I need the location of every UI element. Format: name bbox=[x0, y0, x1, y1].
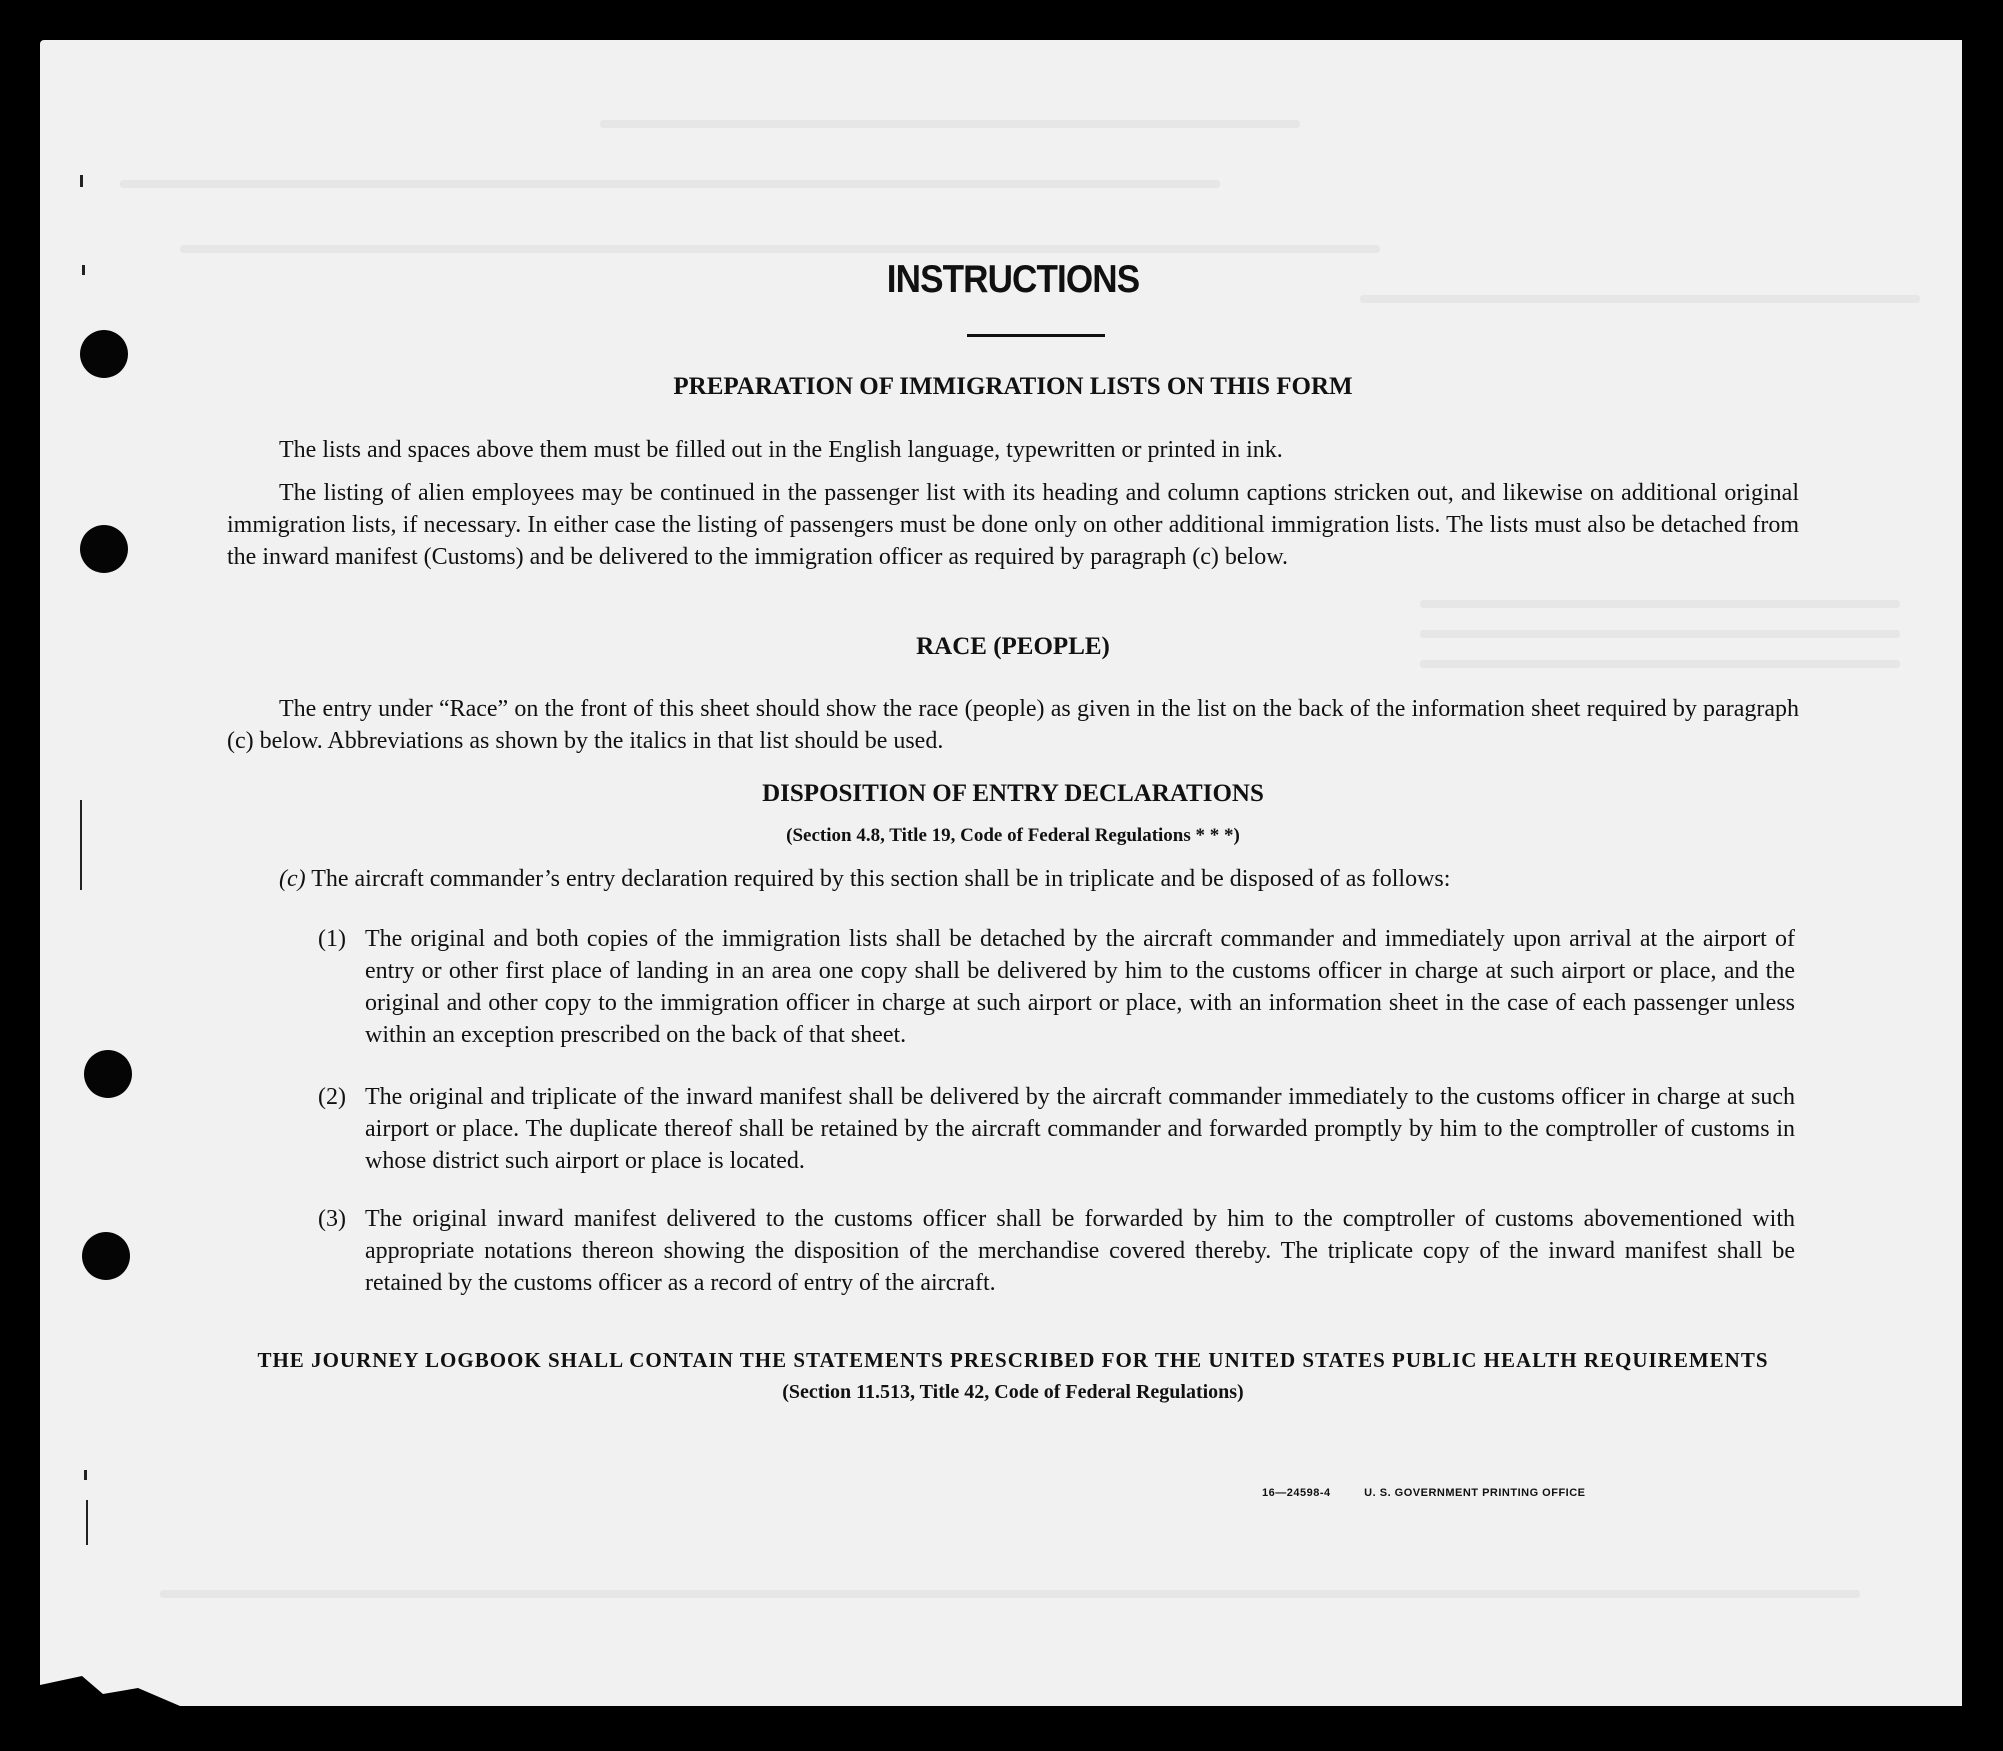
item-text: The original inward manifest delivered to the customs officer shall be forwarded by him to the comptroller of customs abovementioned with appropriate notations thereon showing the disposition of the merchandise covered thereby. The triplicate copy of the inward manifest shall be retained by the customs officer as a record of entry of the aircraft. bbox=[365, 1206, 1795, 1296]
bleed-through-mark bbox=[160, 1590, 1860, 1598]
item-number: (3) bbox=[318, 1206, 346, 1232]
edge-mark bbox=[80, 175, 83, 187]
paragraph-label: (c) bbox=[279, 866, 306, 892]
punch-hole bbox=[80, 330, 128, 378]
race-paragraph: The entry under “Race” on the front of this sheet should show the race (people) as given in the list on the back of the information sheet required by paragraph (c) below. Abbreviations as shown by the italics in that list should be used. bbox=[227, 696, 1799, 754]
disposition-intro bbox=[227, 863, 1799, 895]
disposition-reference: (Section 4.8, Title 19, Code of Federal Regulations * * *) bbox=[786, 825, 1240, 846]
preparation-paragraph-1: The lists and spaces above them must be filled out in the English language, typewritten or printed in ink. bbox=[279, 437, 1283, 463]
health-requirements-reference: (Section 11.513, Title 42, Code of Federal Regulations) bbox=[782, 1381, 1244, 1403]
disposition-item-3 bbox=[318, 1203, 1795, 1299]
disposition-heading: DISPOSITION OF ENTRY DECLARATIONS bbox=[762, 780, 1264, 807]
punch-hole bbox=[84, 1050, 132, 1098]
edge-mark bbox=[80, 800, 82, 890]
bleed-through-mark bbox=[120, 180, 1220, 188]
item-text: The original and triplicate of the inward manifest shall be delivered by the aircraft commander immediately to the customs officer in charge at such airport or place. The duplicate thereof shall be retained by the aircraft commander and forwarded promptly by him to the comptroller of customs in whose district such airport or place is located. bbox=[365, 1084, 1795, 1174]
bleed-through-mark bbox=[1420, 660, 1900, 668]
bleed-through-mark bbox=[1420, 600, 1900, 608]
edge-mark bbox=[84, 1470, 87, 1480]
document-page bbox=[40, 40, 1962, 1706]
page-title: INSTRUCTIONS bbox=[886, 258, 1140, 301]
preparation-heading: PREPARATION OF IMMIGRATION LISTS ON THIS FORM bbox=[673, 373, 1353, 400]
disposition-item-1 bbox=[318, 923, 1795, 1051]
title-rule bbox=[967, 334, 1105, 337]
printer-imprint bbox=[1262, 1487, 1616, 1499]
torn-corner bbox=[40, 1676, 180, 1706]
punch-hole bbox=[82, 1232, 130, 1280]
form-code: 16—24598-4 bbox=[1262, 1487, 1331, 1499]
disposition-item-2 bbox=[318, 1081, 1795, 1177]
disposition-intro-text: The aircraft commander’s entry declaration required by this section shall be in triplicate and be disposed of as follows: bbox=[311, 866, 1451, 892]
bleed-through-mark bbox=[600, 120, 1300, 128]
preparation-paragraph-2: The listing of alien employees may be continued in the passenger list with its heading and column captions stricken out, and likewise on additional original immigration lists, if necessary. In either case the listing of passengers must be done only on other additional immigration lists. The lists must also be detached from the inward manifest (Customs) and be delivered to the immigration officer as required by paragraph (c) below. bbox=[227, 480, 1799, 570]
health-requirements-heading: THE JOURNEY LOGBOOK SHALL CONTAIN THE STATEMENTS PRESCRIBED FOR THE UNITED STATES PUBLIC HEALTH REQUIREMENTS bbox=[257, 1348, 1769, 1372]
item-number: (2) bbox=[318, 1084, 346, 1110]
item-text: The original and both copies of the immigration lists shall be detached by the aircraft commander and immediately upon arrival at the airport of entry or other first place of landing in an area one copy shall be delivered by him to the customs officer in charge at such airport or place, and the original and other copy to the immigration officer in charge at such airport or place, with an information sheet in the case of each passenger unless within an exception prescribed on the back of that sheet. bbox=[365, 926, 1795, 1048]
punch-hole bbox=[80, 525, 128, 573]
race-heading: RACE (PEOPLE) bbox=[916, 633, 1110, 660]
printer-name: U. S. GOVERNMENT PRINTING OFFICE bbox=[1364, 1487, 1586, 1499]
edge-mark bbox=[86, 1500, 88, 1545]
item-number: (1) bbox=[318, 926, 346, 952]
bleed-through-mark bbox=[180, 245, 1380, 253]
edge-mark bbox=[82, 265, 85, 275]
